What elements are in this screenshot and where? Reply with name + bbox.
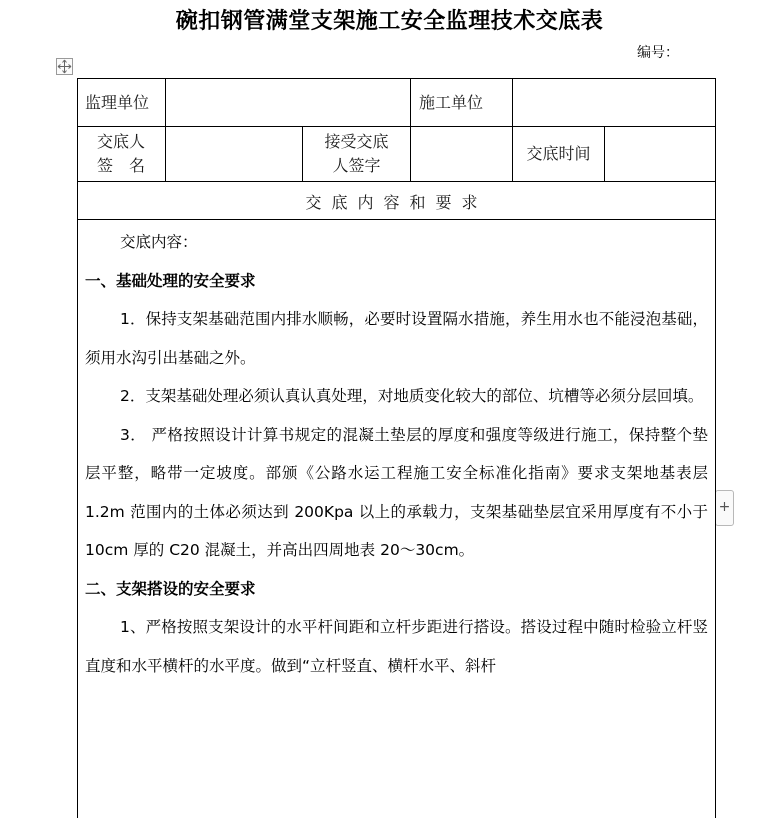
receiver-signature-field[interactable]: [411, 127, 512, 181]
add-row-button[interactable]: +: [715, 490, 734, 526]
section1-heading: 一、基础处理的安全要求: [85, 270, 256, 290]
discloser-label-line2: 签名: [96, 156, 161, 175]
document-title: 碗扣钢管满堂支架施工安全监理技术交底表: [175, 8, 604, 34]
serial-number-label: 编号：: [637, 45, 679, 61]
supervision-unit-label: 监理单位: [85, 92, 150, 112]
row-divider: [77, 219, 716, 220]
receiver-signature-label: [303, 127, 410, 181]
receiver-label-line1: 接受交底: [324, 132, 389, 151]
content-intro: 交底内容：: [120, 233, 198, 251]
disclosure-time-field[interactable]: [605, 127, 716, 181]
discloser-signature-label: [77, 127, 165, 181]
row-divider: [77, 181, 716, 182]
disclosure-time-label: 交底时间: [526, 144, 591, 163]
supervision-unit-field[interactable]: [166, 79, 410, 126]
discloser-signature-field[interactable]: [166, 127, 302, 181]
disclosure-content[interactable]: [85, 223, 708, 685]
construction-unit-field[interactable]: [513, 79, 716, 126]
table-move-handle-icon[interactable]: [56, 58, 73, 75]
section1-item: 3． 严格按照设计计算书规定的混凝土垫层的厚度和强度等级进行施工，保持整个垫层平整，略带一定坡度。部颁《公路水运工程施工安全标准化指南》要求支架地基表层 1.2m 范围内的土体必须达到 200Kpa 以上的承载力，支架基础垫层宜采用厚度有不小于 10cm 厚的 C20 混凝土，并高出四周地表 20～30cm。: [85, 425, 708, 559]
construction-unit-label: 施工单位: [419, 92, 484, 112]
discloser-label-line1: 交底人: [96, 132, 145, 151]
section1-item: 2．支架基础处理必须认真认真处理，对地质变化较大的部位、坑槽等必须分层回填。: [120, 387, 704, 405]
section1-item: 1．保持支架基础范围内排水顺畅，必要时设置隔水措施，养生用水也不能浸泡基础，须用水沟引出基础之外。: [85, 310, 708, 367]
section2-heading: 二、支架搭设的安全要求: [85, 578, 256, 598]
receiver-label-line2: 人签字: [332, 156, 381, 175]
section2-item: 1、严格按照支架设计的水平杆间距和立杆步距进行搭设。搭设过程中随时检验立杆竖直度和水平横杆的水平度。做到“立杆竖直、横杆水平、斜杆: [85, 618, 708, 675]
requirements-section-title: 交底内容和要求: [305, 193, 488, 212]
